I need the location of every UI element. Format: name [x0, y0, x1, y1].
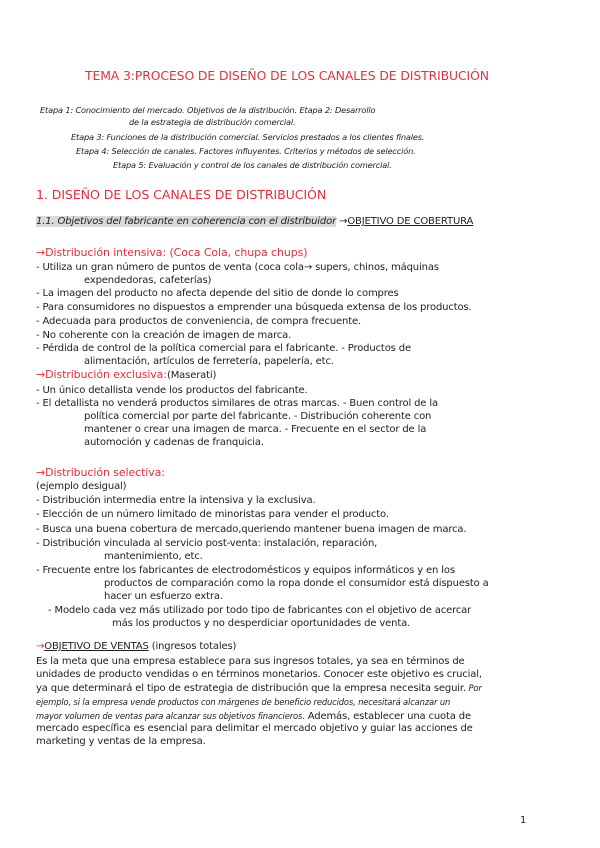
selective-line-6: mantenimiento, etc.: [104, 551, 203, 562]
selective-line-1: (ejemplo desigual): [36, 481, 127, 492]
intensive-line-4: - Para consumidores no dispuestos a emprender una búsqueda extensa de los productos.: [36, 302, 472, 313]
selective-line-5: - Distribución vinculada al servicio post-venta: instalación, reparación,: [36, 538, 378, 549]
subsection-highlight: 1.1. Objetivos del fabricante en coherencia con el distribuidor: [36, 216, 337, 227]
intensive-line-5: - Adecuada para productos de conveniencia, de compra frecuente.: [36, 316, 361, 327]
intensive-heading: →Distribución intensiva: (Coca Cola, chupa chups): [36, 246, 308, 259]
sales-p5-rest: Además, establecer una cuota de: [304, 711, 471, 722]
exclusive-line-2: - El detallista no venderá productos similares de otras marcas. - Buen control de la: [36, 398, 438, 409]
sales-p1: Es la meta que una empresa establece para sus ingresos totales, ya sea en términos de: [36, 656, 465, 667]
intensive-line-1: - Utiliza un gran número de puntos de venta (coca cola→ supers, chinos, máquinas: [36, 262, 439, 273]
exclusive-line-1: - Un único detallista vende los productos del fabricante.: [36, 385, 308, 396]
sales-p6: mercado específica es esencial para delimitar el mercado objetivo y guiar las acciones de: [36, 723, 473, 734]
sales-p2: unidades de producto vendidas o en términos monetarios. Conocer este objetivo es crucial,: [36, 669, 482, 680]
sales-p3: ya que determinará el tipo de estrategia de distribución que la empresa necesita seguir.: [36, 683, 466, 694]
page-number: 1: [520, 815, 527, 826]
exclusive-line-3: política comercial por parte del fabricante. - Distribución coherente con: [84, 411, 432, 422]
stage-line-2: de la estrategia de distribución comercial.: [129, 117, 296, 127]
stage-line-5: Etapa 5: Evaluación y control de los canales de distribución comercial.: [113, 160, 392, 170]
sales-p3-line: [36, 682, 482, 695]
sales-p7: marketing y ventas de la empresa.: [36, 736, 206, 747]
intensive-line-8: alimentación, artículos de ferretería, papelería, etc.: [84, 356, 334, 367]
selective-line-2: - Distribución intermedia entre la intensiva y la exclusiva.: [36, 495, 316, 506]
selective-line-11: más los productos y no desperdiciar oportunidades de venta.: [112, 618, 411, 629]
exclusive-line-4: mantener o crear una imagen de marca. - Frecuente en el sector de la: [84, 424, 427, 435]
stage-line-4: Etapa 4: Selección de canales. Factores influyentes. Criterios y métodos de selección.: [76, 146, 416, 156]
selective-line-8: productos de comparación como la ropa donde el consumidor está dispuesto a: [104, 578, 489, 589]
intensive-line-2: expendedoras, cafeterías): [84, 275, 212, 286]
stage-line-1: Etapa 1: Conocimiento del mercado. Objetivos de la distribución. Etapa 2: Desarrollo: [40, 105, 376, 115]
selective-line-9: hacer un esfuerzo extra.: [104, 591, 223, 602]
intensive-line-3: - La imagen del producto no afecta depende del sitio de donde lo compres: [36, 288, 399, 299]
exclusive-example: (Maserati): [166, 370, 217, 381]
stage-line-3: Etapa 3: Funciones de la distribución comercial. Servicios prestados a los clientes finales.: [71, 132, 425, 142]
selective-heading: →Distribución selectiva:: [36, 466, 165, 479]
exclusive-line-5: automoción y cadenas de franquicia.: [84, 437, 264, 448]
document-title: TEMA 3:PROCESO DE DISEÑO DE LOS CANALES DE DISTRIBUCIÓN: [85, 68, 489, 83]
subsection-arrow: →: [336, 216, 348, 227]
sales-p5-line: [36, 710, 471, 723]
exclusive-heading-line: [36, 369, 216, 382]
sales-p3-italic: Por: [466, 683, 482, 693]
intensive-line-7: - Pérdida de control de la política comercial para el fabricante. - Productos de: [36, 343, 411, 354]
sales-p4-italic: ejemplo, si la empresa vende productos con márgenes de beneficio reducidos, necesitará alcanzar un: [36, 697, 451, 707]
sales-suffix: (ingresos totales): [148, 641, 237, 652]
sales-arrow: →: [36, 641, 45, 652]
sales-heading-line: [36, 641, 236, 653]
selective-line-3: - Elección de un número limitado de minoristas para vender el producto.: [36, 509, 389, 520]
section-heading: 1. DISEÑO DE LOS CANALES DE DISTRIBUCIÓN: [36, 187, 327, 202]
exclusive-heading: →Distribución exclusiva:: [36, 368, 167, 381]
sales-objective: OBJETIVO DE VENTAS: [44, 641, 149, 652]
selective-line-10: - Modelo cada vez más utilizado por todo tipo de fabricantes con el objetivo de acercar: [48, 605, 472, 616]
subsection-heading: [36, 216, 473, 227]
sales-p5-italic: mayor volumen de ventas para alcanzar sus objetivos financieros.: [36, 711, 305, 721]
selective-line-4: - Busca una buena cobertura de mercado,queriendo mantener buena imagen de marca.: [36, 524, 467, 535]
intensive-line-6: - No coherente con la creación de imagen de marca.: [36, 330, 292, 341]
coverage-objective: OBJETIVO DE COBERTURA: [347, 216, 474, 227]
selective-line-7: - Frecuente entre los fabricantes de electrodomésticos y equipos informáticos y en los: [36, 565, 455, 576]
